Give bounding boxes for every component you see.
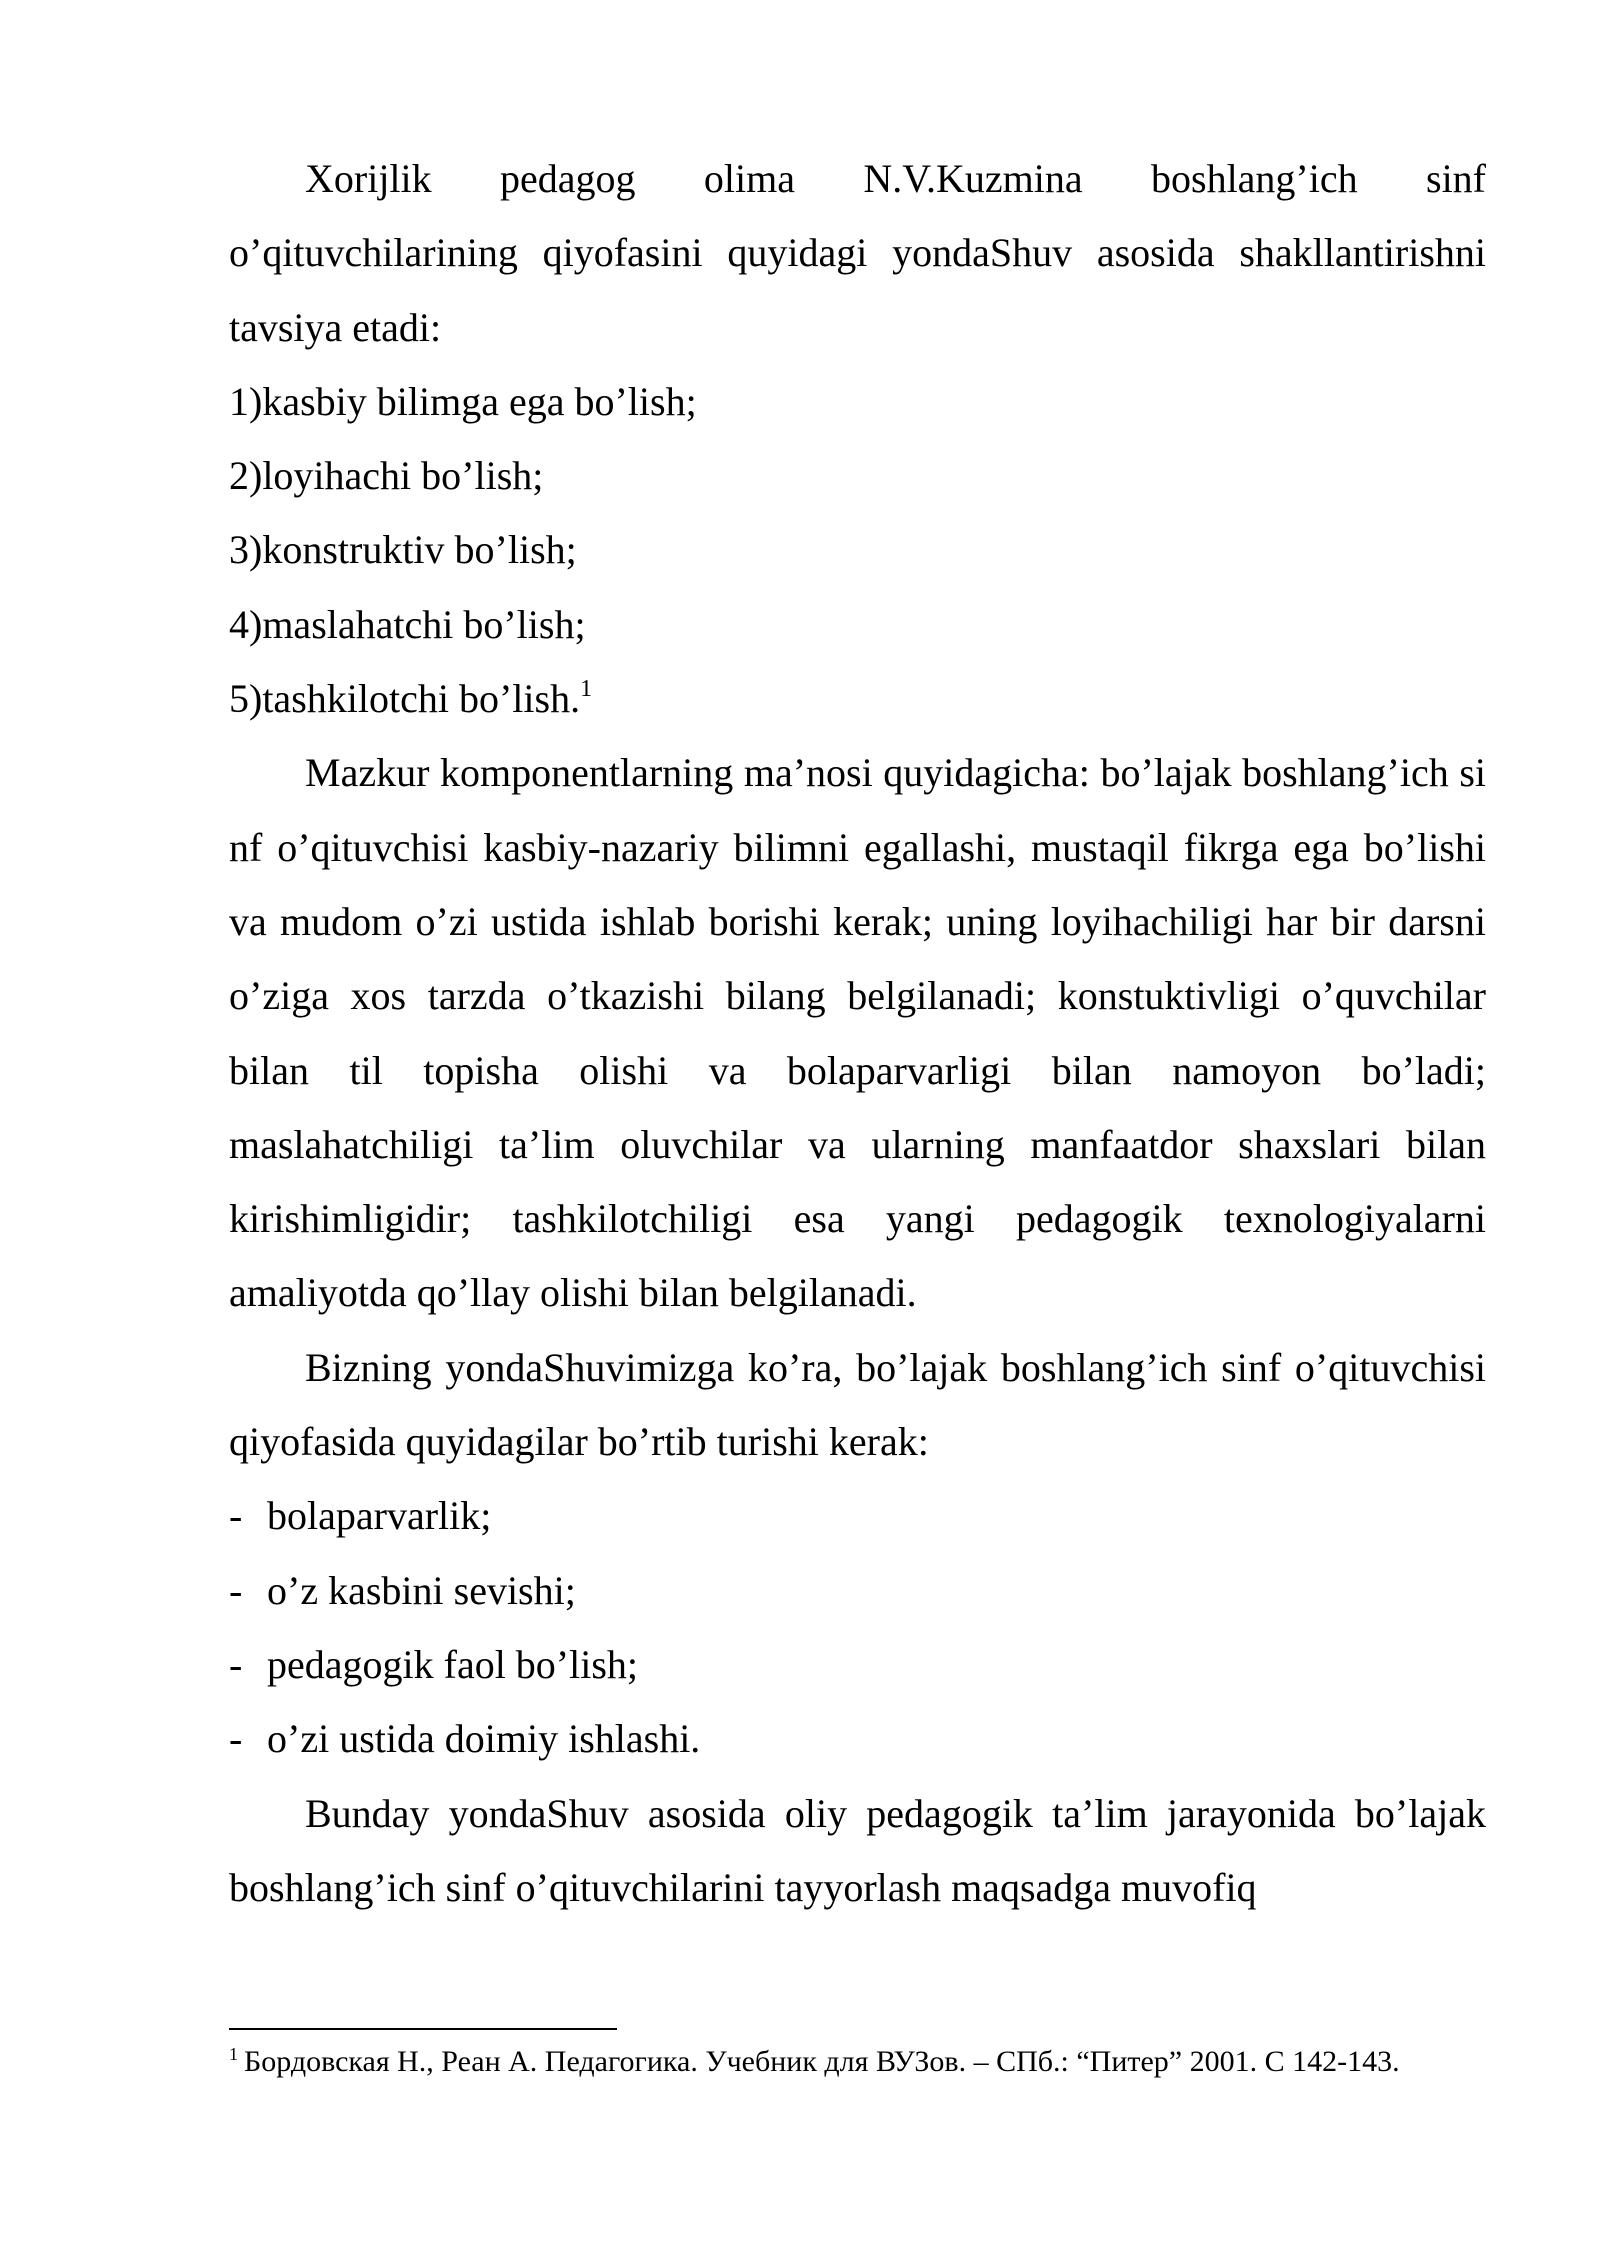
dash-list (229, 1479, 1486, 1776)
list-item (229, 365, 1486, 439)
dash-marker: - (229, 1716, 243, 1762)
dash-marker: - (229, 1641, 243, 1687)
list-item-text: 2)loyihachi bo’lish; (229, 453, 544, 499)
list-item-text: pedagogik faol bo’lish; (267, 1641, 639, 1687)
body-text (229, 142, 1486, 1925)
footnote-text: Бордовская Н., Реан А. Педагогика. Учебник для ВУЗов. – СПб.: “Питер” 2001. С 142-143. (244, 2045, 1400, 2078)
list-item (229, 588, 1486, 662)
list-item-text: 5)tashkilotchi bo’lish. (229, 676, 581, 722)
list-item-text: o’zi ustida doimiy ishlashi. (267, 1716, 701, 1762)
numbered-list (229, 365, 1486, 736)
list-item-text: o’z kasbini sevishi; (267, 1567, 576, 1613)
list-item (229, 1628, 1486, 1702)
list-item-text: 3)konstruktiv bo’lish; (229, 527, 577, 573)
list-item-text: 4)maslahatchi bo’lish; (229, 601, 586, 647)
footnote-separator (229, 2028, 617, 2030)
paragraph-components: Mazkur komponentlarning ma’nosi quyidagicha: bo’lajak boshlang’ich si nf o’qituvchisi kasbiy-nazariy bilimni egallashi, mustaqil fikrga ega bo’lishi va mudom o’zi ustida ishlab borishi kerak; uning loyihachiligi har bir darsni o’ziga xos tarzda o’tkazishi bilang belgilanadi; konstuktivligi o’quvchilar bilan til topisha olishi va bolaparvarligi bilan namoyon bo’ladi; maslahatchiligi ta’lim oluvchilar va ularning manfaatdor shaxslari bilan kirishimligidir; tashkilotchiligi esa yangi pedagogik texnologiyalarni amaliyotda qo’llay olishi bilan belgilanadi. (229, 750, 1486, 1316)
list-item (229, 513, 1486, 587)
list-item-text: bolaparvarlik; (267, 1493, 492, 1539)
dash-marker: - (229, 1493, 243, 1539)
paragraph-intro: Xorijlik pedagog olima N.V.Kuzmina boshlang’ich sinf o’qituvchilarining qiyofasini quyidagi yondaShuv asosida shakllantirishni tavsiya etadi: (229, 156, 1486, 350)
paragraph-approach: Bizning yondaShuvimizga ko’ra, bo’lajak boshlang’ich sinf o’qituvchisi qiyofasida quyidagilar bo’rtib turishi kerak: (229, 1344, 1486, 1465)
footnote-marker: 1 (229, 2044, 238, 2064)
footnote (229, 2044, 1486, 2080)
list-item (229, 1554, 1486, 1628)
list-item (229, 439, 1486, 513)
paragraph-conclusion: Bunday yondaShuv asosida oliy pedagogik ta’lim jarayonida bo’lajak boshlang’ich sinf o’qituvchilarini tayyorlash maqsadga muvofiq (229, 1790, 1486, 1910)
list-item-text: 1)kasbiy bilimga ega bo’lish; (229, 378, 697, 424)
dash-marker: - (229, 1567, 243, 1613)
list-item (229, 1479, 1486, 1553)
footnote-reference: 1 (580, 675, 593, 702)
list-item (229, 1702, 1486, 1776)
list-item (229, 662, 1486, 736)
